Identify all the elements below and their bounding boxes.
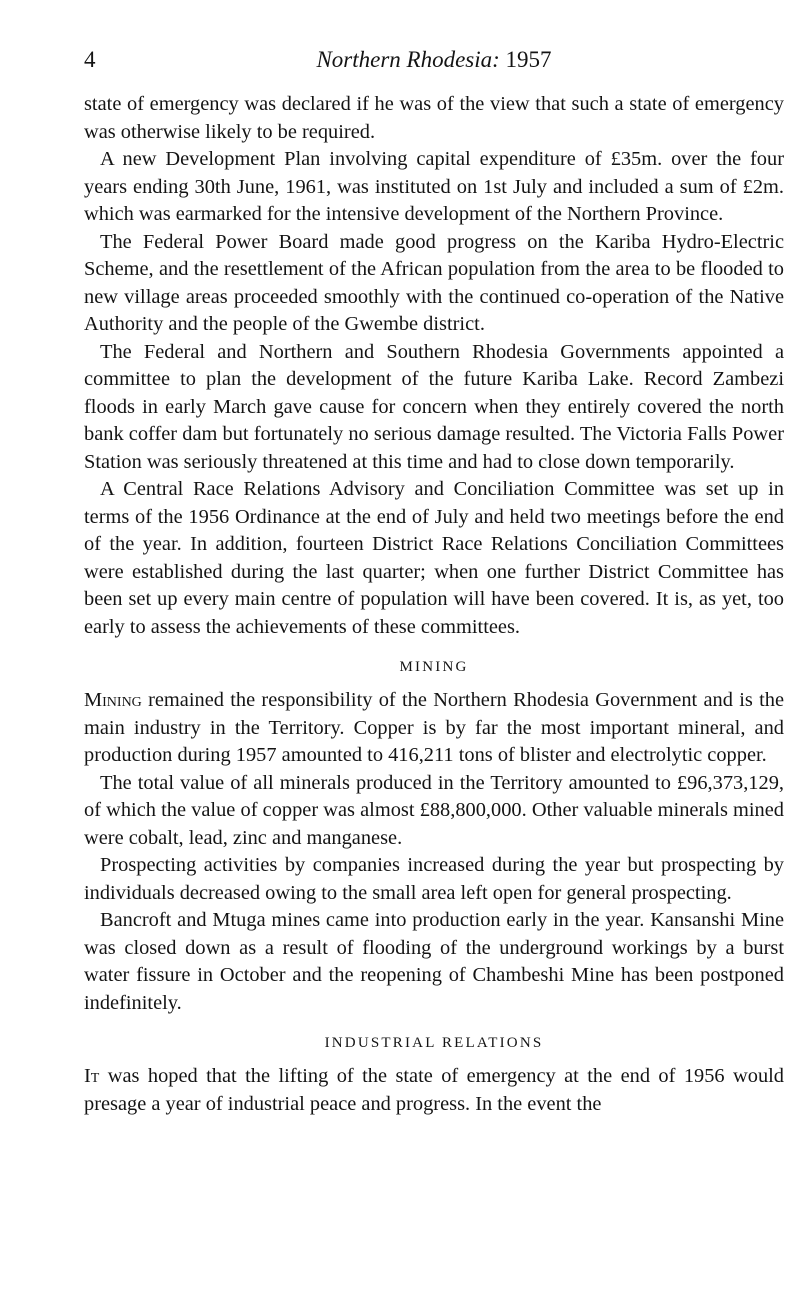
running-title [84,40,784,80]
paragraph-race-relations: A Central Race Relations Advisory and Conciliation Committee was set up in terms of the 1956 Ordinance at the end of July and held two meetings before the end of the year. In addition, fourteen District Race Relations Conciliation Committees were established during the last quarter; when one further District Committee has been set up every main centre of population will have been covered. It is, as yet, too early to assess the achievements of these committees. [84,478,784,638]
lead-word-mining: Mining [84,689,142,711]
paragraph-mineral-value: The total value of all minerals produced in the Territory amounted to £96,373,129, of which the value of copper was almost £88,800,000. Other valuable minerals mined were cobalt, lead, zinc and manganese. [84,771,784,849]
section-heading-mining: MINING [399,659,469,675]
paragraph-mining-intro [84,687,784,770]
paragraph-prospecting: Prospecting activities by companies increased during the year but prospecting by individuals decreased owing to the small area left open for general prospecting. [84,854,784,904]
paragraph-kariba-scheme: The Federal Power Board made good progress on the Kariba Hydro-Electric Scheme, and the resettlement of the African population from the area to be flooded to new village areas proceeded smoothly with the continued co-operation of the Native Authority and the people of the Gwembe district. [84,230,784,335]
paragraph-kariba-lake: The Federal and Northern and Southern Rhodesia Governments appointed a committee to plan the development of the future Kariba Lake. Record Zambezi floods in early March gave cause for concern when they entirely covered the north bank coffer dam but fortunately no serious damage resulted. The Victoria Falls Power Station was seriously threatened at this time and had to close down temporarily. [84,340,784,473]
section-heading-industrial-relations: INDUSTRIAL RELATIONS [324,1035,544,1051]
paragraph-industrial-relations [84,1063,784,1118]
page-number: 4 [84,47,96,72]
industrial-relations-text: was hoped that the lifting of the state of emergency at the end of 1956 would presage a year of industrial peace and progress. In the event the [84,1065,784,1115]
paragraph-continuation: state of emergency was declared if he was of the view that such a state of emergency was otherwise likely to be required. [84,93,784,143]
mining-intro-text: remained the responsibility of the Northern Rhodesia Government and is the main industry in the Territory. Copper is by far the most important mineral, and production during 1957 amounted to 416,211 tons of blister and electrolytic copper. [84,689,784,766]
body-text [84,91,784,1118]
running-title-text: Northern Rhodesia: [316,47,500,72]
book-page [84,40,784,1118]
lead-word-it: It [84,1065,100,1087]
paragraph-development-plan: A new Development Plan involving capital expenditure of £35m. over the four years ending 30th June, 1961, was instituted on 1st July and included a sum of £2m. which was earmarked for the intensive development of the Northern Province. [84,148,784,225]
running-head [84,40,784,80]
running-title-year: 1957 [505,47,552,72]
paragraph-mines-status: Bancroft and Mtuga mines came into production early in the year. Kansanshi Mine was closed down as a result of flooding of the underground workings by a burst water fissure in October and the reopening of Chambeshi Mine has been postponed indefinitely. [84,909,784,1014]
